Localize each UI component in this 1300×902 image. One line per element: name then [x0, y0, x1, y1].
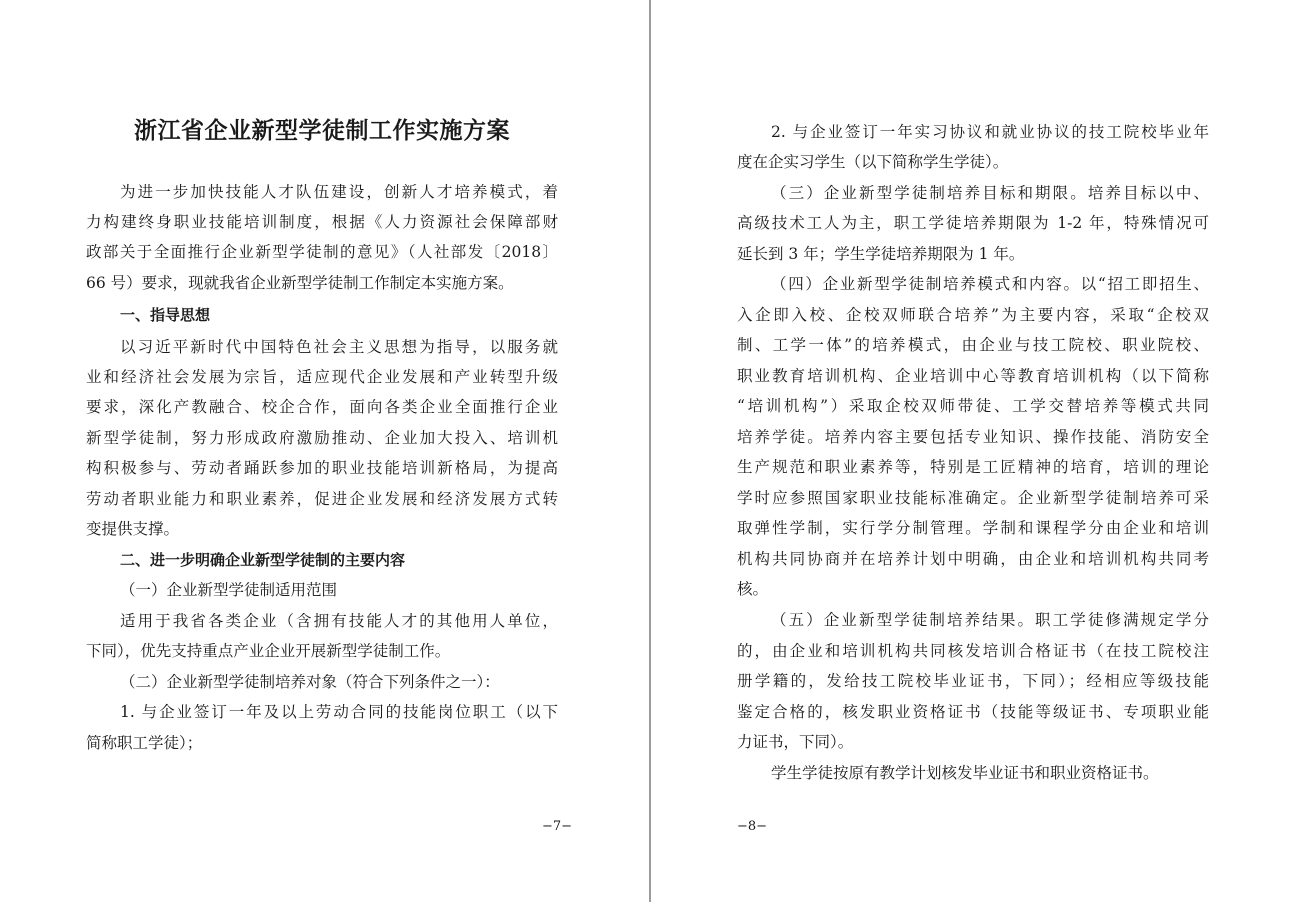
paragraph-line: 新型学徒制，努力形成政府激励推动、企业加大投入、培训机	[86, 429, 558, 447]
paragraph-line: 度在企实习学生（以下简称学生学徒）。	[737, 153, 1009, 171]
paragraph-line: 劳动者职业能力和职业素养，促进企业发展和经济发展方式转	[86, 490, 558, 508]
paragraph-line: 生产规范和职业素养等，特别是工匠精神的培育，培训的理论	[737, 458, 1209, 476]
paragraph-line: 66 号）要求，现就我省企业新型学徒制工作制定本实施方案。	[86, 274, 514, 292]
section-heading-guiding-ideology: 一、指导思想	[120, 306, 211, 324]
paragraph-line: 以习近平新时代中国特色社会主义思想为指导，以服务就	[120, 338, 558, 356]
paragraph-line: 2. 与企业签订一年实习协议和就业协议的技工院校毕业年	[771, 123, 1209, 141]
paragraph-line: 业和经济社会发展为宗旨，适应现代企业发展和产业转型升级	[86, 368, 558, 386]
paragraph-line: 入企即入校、企校双师联合培养”为主要内容，采取“企校双	[737, 306, 1209, 324]
subsection-heading-scope: （一）企业新型学徒制适用范围	[120, 581, 338, 599]
paragraph-line: 简称职工学徒）；	[86, 734, 203, 752]
paragraph-line: 要求，深化产教融合、校企合作，面向各类企业全面推行企业	[86, 398, 558, 416]
paragraph-line: 机构共同协商并在培养计划中明确，由企业和培训机构共同考	[737, 550, 1209, 568]
paragraph-line: 制、工学一体”的培养模式，由企业与技工院校、职业院校、	[737, 336, 1209, 354]
paragraph-line: 核。	[737, 580, 769, 598]
paragraph-line: 1. 与企业签订一年及以上劳动合同的技能岗位职工（以下	[120, 703, 558, 721]
paragraph-line: 的，由企业和培训机构共同核发培训合格证书（在技工院校注	[737, 642, 1209, 660]
paragraph-line: 学时应参照国家职业技能标准确定。企业新型学徒制培养可采	[737, 489, 1209, 507]
section-heading-main-content: 二、进一步明确企业新型学徒制的主要内容	[120, 551, 406, 569]
paragraph-line: 适用于我省各类企业（含拥有技能人才的其他用人单位，	[120, 612, 558, 630]
paragraph-line: “培训机构”）采取企校双师带徒、工学交替培养等模式共同	[737, 397, 1209, 415]
page-number: −8−	[737, 819, 768, 834]
paragraph-line: 构积极参与、劳动者踊跃参加的职业技能培训新格局，为提高	[86, 459, 558, 477]
page-number: −7−	[542, 819, 573, 834]
paragraph-line: 延长到 3 年；学生学徒培养期限为 1 年。	[737, 245, 1025, 263]
paragraph-line: （三）企业新型学徒制培养目标和期限。培养目标以中、	[771, 184, 1209, 202]
paragraph-line: 为进一步加快技能人才队伍建设，创新人才培养模式，着	[120, 183, 558, 201]
paragraph-line: 下同），优先支持重点产业企业开展新型学徒制工作。	[86, 642, 451, 660]
document-title: 浙江省企业新型学徒制工作实施方案	[134, 117, 510, 144]
paragraph-line: 变提供支撑。	[86, 520, 180, 538]
paragraph-line: 取弹性学制，实行学分制管理。学制和课程学分由企业和培训	[737, 519, 1209, 537]
paragraph-line: 培养学徒。培养内容主要包括专业知识、操作技能、消防安全	[737, 428, 1209, 446]
paragraph-line: 政部关于全面推行企业新型学徒制的意见》（人社部发〔2018〕	[86, 243, 558, 261]
paragraph-line: 高级技术工人为主，职工学徒培养期限为 1-2 年，特殊情况可	[737, 214, 1209, 232]
paragraph-line: 职业教育培训机构、企业培训中心等教育培训机构（以下简称	[737, 367, 1209, 385]
page-7	[0, 0, 649, 902]
paragraph-line: 力证书，下同）。	[737, 733, 854, 751]
subsection-heading-targets: （二）企业新型学徒制培养对象（符合下列条件之一）：	[120, 673, 500, 691]
paragraph-line: 力构建终身职业技能培训制度，根据《人力资源社会保障部财	[86, 213, 558, 231]
paragraph-line: （四）企业新型学徒制培养模式和内容。以“招工即招生、	[771, 275, 1209, 293]
paragraph-line: 册学籍的，发给技工院校毕业证书，下同）；经相应等级技能	[737, 672, 1209, 690]
paragraph-line: 鉴定合格的，核发职业资格证书（技能等级证书、专项职业能	[737, 703, 1209, 721]
page-8	[651, 0, 1300, 902]
paragraph-line: 学生学徒按原有教学计划核发毕业证书和职业资格证书。	[771, 764, 1159, 782]
paragraph-line: （五）企业新型学徒制培养结果。职工学徒修满规定学分	[771, 611, 1209, 629]
